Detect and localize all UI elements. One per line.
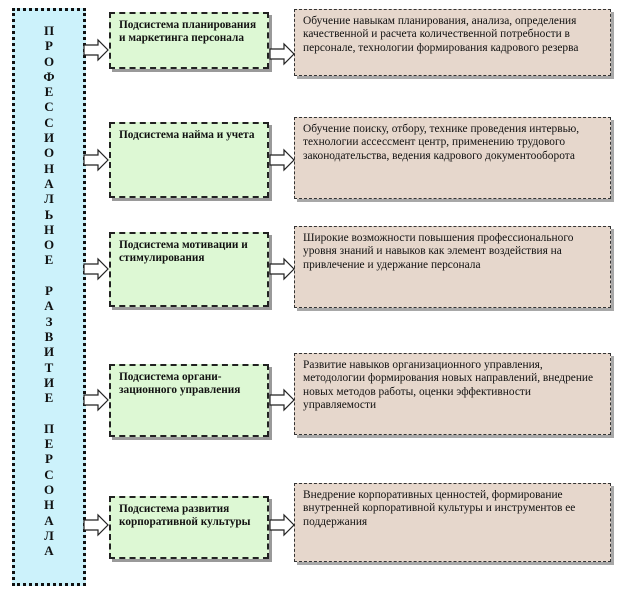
arrow-shape xyxy=(84,515,108,535)
description-culture-box: Внедрение корпоративных ценностей, формирование внутренней корпоративной культуры и инструментов ее поддержания xyxy=(294,483,611,562)
vertical-label-letter: С xyxy=(44,466,54,482)
vertical-label-letter: И xyxy=(43,130,55,146)
vertical-label-letter: Е xyxy=(44,84,54,100)
arrow-bar-to-organization xyxy=(84,390,110,410)
subsystem-planning-box: Подсистема планирования и маркетинга персонала xyxy=(109,12,269,69)
vertical-label-letter: А xyxy=(44,512,54,528)
vertical-label-letter: А xyxy=(44,543,54,559)
subsystem-culture-box: Подсистема развития корпоративной культуры xyxy=(109,496,269,559)
vertical-label-letter: Р xyxy=(45,451,53,467)
vertical-label-letter: Е xyxy=(44,252,54,268)
arrow-shape xyxy=(84,390,108,410)
vertical-label-letter: Е xyxy=(44,390,54,406)
arrow-shape xyxy=(84,150,108,170)
professional-development-bar xyxy=(12,8,86,586)
arrow-shape xyxy=(270,150,294,170)
vertical-label-letter: Л xyxy=(44,527,54,543)
vertical-label-letter: В xyxy=(44,328,54,344)
arrow-culture-to-description xyxy=(270,515,296,535)
vertical-label-letter: З xyxy=(45,313,53,329)
arrow-shape xyxy=(84,259,108,279)
subsystem-motivation-box: Подсистема мотивации и стимулирования xyxy=(109,232,269,307)
vertical-label-letter: Ф xyxy=(43,68,55,84)
vertical-label xyxy=(15,23,83,558)
vertical-label-letter: С xyxy=(44,114,54,130)
vertical-label-letter: О xyxy=(43,481,55,497)
vertical-label-gap xyxy=(15,405,83,420)
vertical-label-letter: Н xyxy=(43,160,55,176)
arrow-shape xyxy=(270,390,294,410)
vertical-label-letter: О xyxy=(43,237,55,253)
arrow-bar-to-motivation xyxy=(84,259,110,279)
vertical-label-letter: А xyxy=(44,298,54,314)
description-hiring-box: Обучение поиску, отбору, технике проведения интервью, технологии ассессмент центр, применению трудового законодательства, ведения кадрового документооборота xyxy=(294,117,611,199)
vertical-label-letter: П xyxy=(43,23,55,38)
vertical-label-letter: И xyxy=(43,344,55,360)
vertical-label-letter: О xyxy=(43,145,55,161)
vertical-label-letter: О xyxy=(43,53,55,69)
arrow-shape xyxy=(270,259,294,279)
description-organization-box: Развитие навыков организационного управления, методологии формирования новых направлений, внедрение новых методов работы, оценки эффективности управляемости xyxy=(294,353,611,435)
subsystem-organization-box: Подсистема органи-зационного управления xyxy=(109,364,269,437)
arrow-bar-to-planning xyxy=(84,40,110,60)
vertical-label-letter: Н xyxy=(43,497,55,513)
vertical-label-gap xyxy=(15,268,83,283)
vertical-label-letter: Т xyxy=(44,359,54,375)
arrow-hiring-to-description xyxy=(270,150,296,170)
description-planning-box: Обучение навыкам планирования, анализа, определения качественной и расчета количественной потребности в персонале, технологии формирования кадрового резерва xyxy=(294,9,611,76)
vertical-label-letter: Р xyxy=(45,38,53,54)
vertical-label-letter: П xyxy=(43,420,55,436)
arrow-organization-to-description xyxy=(270,390,296,410)
arrow-shape xyxy=(270,515,294,535)
vertical-label-letter: Л xyxy=(44,191,54,207)
subsystem-hiring-box: Подсистема найма и учета xyxy=(109,122,269,198)
arrow-shape xyxy=(270,44,294,64)
description-motivation-box: Широкие возможности повышения профессионального уровня знаний и навыков как элемент воздействия на привлечение и удержание персонала xyxy=(294,226,611,308)
vertical-label-letter: Н xyxy=(43,221,55,237)
arrow-shape xyxy=(84,40,108,60)
vertical-label-letter: Е xyxy=(44,436,54,452)
vertical-label-letter: С xyxy=(44,99,54,115)
arrow-bar-to-culture xyxy=(84,515,110,535)
arrow-planning-to-description xyxy=(270,44,296,64)
vertical-label-letter: Ь xyxy=(44,206,54,222)
vertical-label-letter: И xyxy=(43,374,55,390)
vertical-label-letter: А xyxy=(44,175,54,191)
arrow-motivation-to-description xyxy=(270,259,296,279)
vertical-label-letter: Р xyxy=(45,283,53,299)
arrow-bar-to-hiring xyxy=(84,150,110,170)
